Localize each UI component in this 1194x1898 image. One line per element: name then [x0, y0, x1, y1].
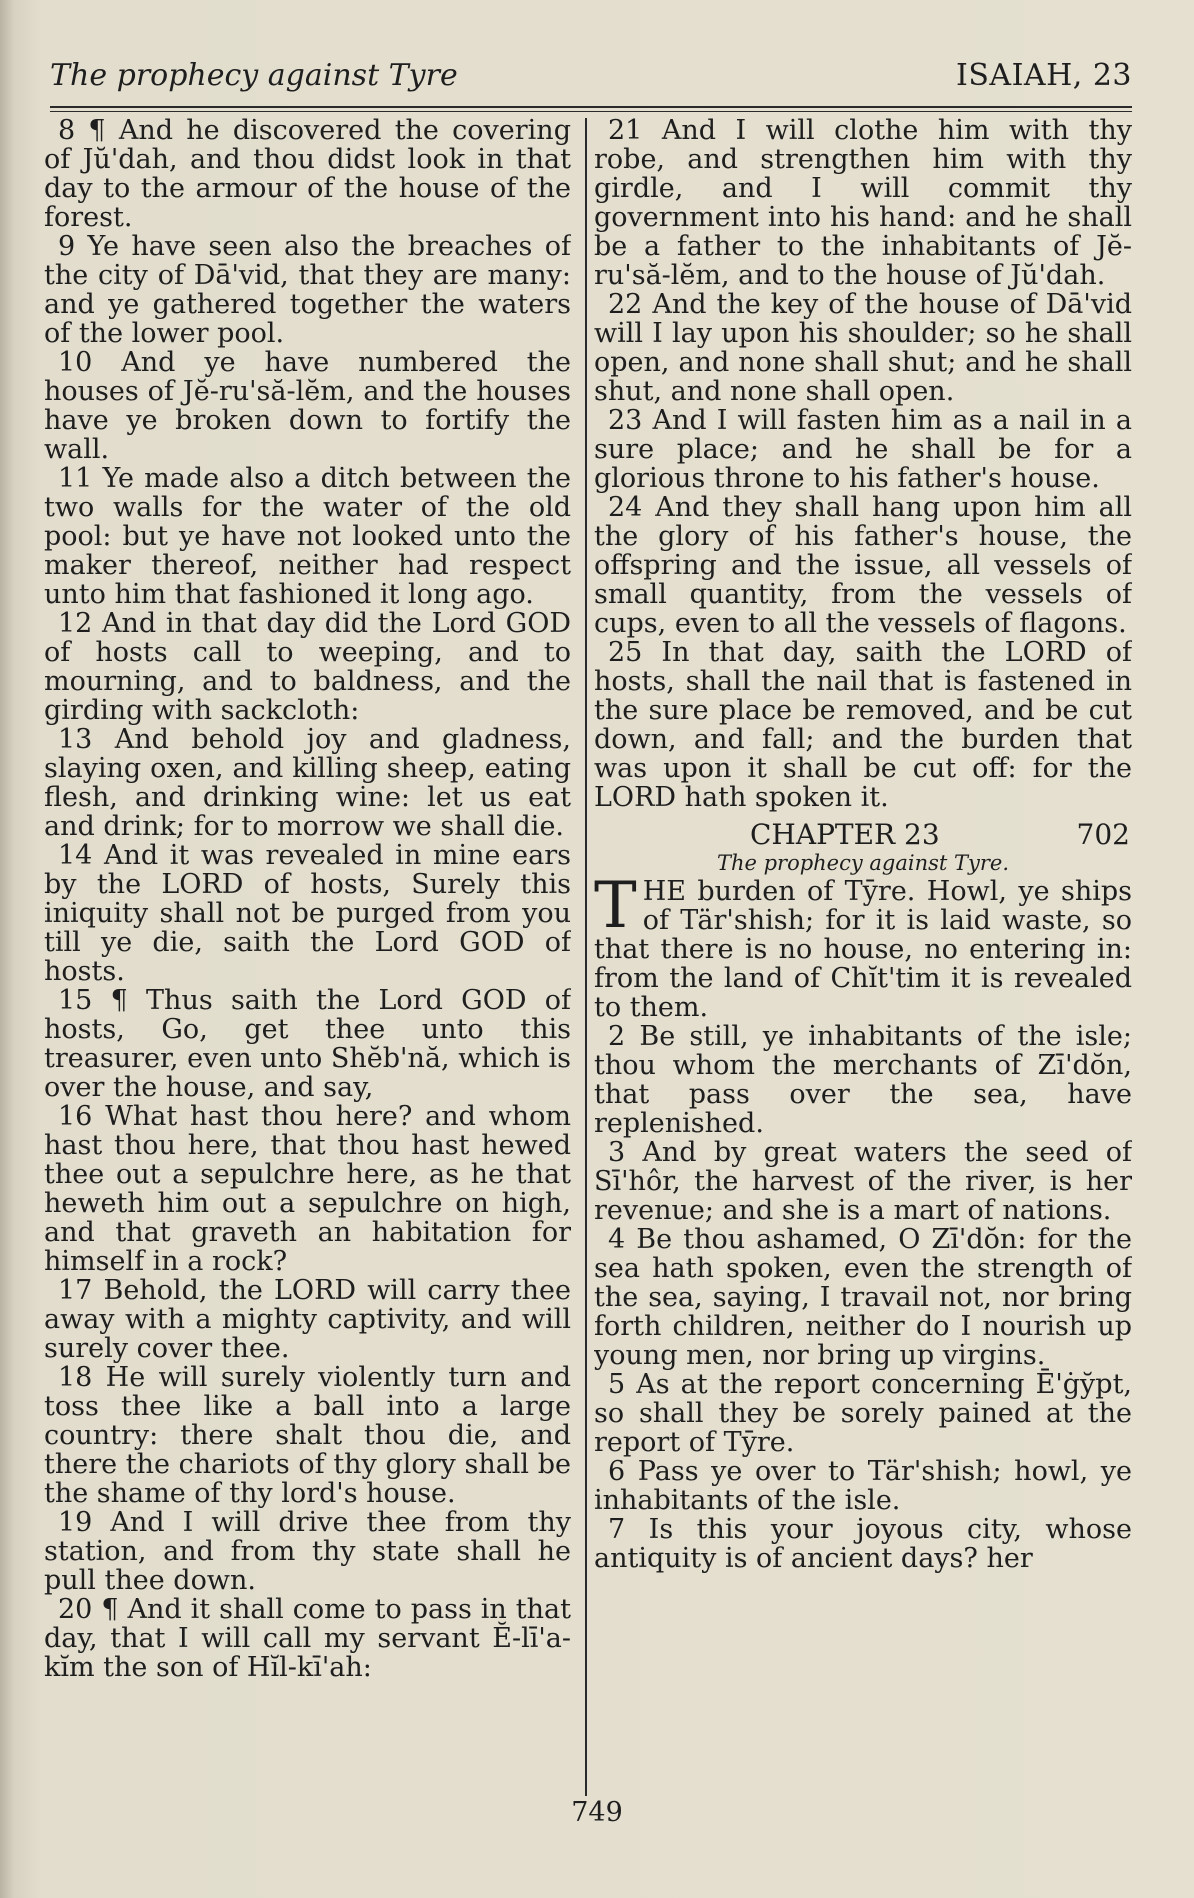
verse: 19 And I will drive thee from thy station, and from thy state shall he pull thee down.: [44, 1507, 571, 1596]
verse: 5 As at the report concerning Ē'ġy̆pt, so shall they be sorely pained at the report of Tȳre.: [594, 1369, 1132, 1458]
verse: 8 ¶ And he discovered the covering of Jŭ'dah, and thou didst look in that day to the armour of the house of the forest.: [44, 116, 571, 233]
running-header: [50, 54, 1132, 104]
header-rule-thin: [50, 111, 1132, 112]
verse: 9 Ye have seen also the breaches of the city of Dā'vid, that they are many: and ye gathered together the waters of the lower pool.: [44, 231, 571, 349]
verse: 17 Behold, the LORD will carry thee away with a mighty captivity, and will surely cover thee.: [44, 1275, 571, 1364]
verse: 25 In that day, saith the LORD of hosts, shall the nail that is fastened in the sure place be removed, and be cut down, and fall; and the burden that was upon it shall be cut off: for the LORD hath spoken it.: [594, 637, 1132, 813]
verse: 21 And I will clothe him with thy robe, and strengthen him with thy girdle, and I will commit thy government into his hand: and he shall be a father to the inhabitants of Jĕ-ru'să-lĕm, and to the house of Jŭ'dah.: [594, 116, 1132, 291]
verse: 3 And by great waters the seed of Sī'hôr, the harvest of the river, is her revenue; and she is a mart of nations.: [594, 1137, 1132, 1226]
verse: 16 What hast thou here? and whom hast thou here, that thou hast hewed thee out a sepulchre here, as he that heweth him out a sepulchre on high, and that graveth an habitation for himself in a rock?: [44, 1101, 571, 1277]
header-rule: [50, 106, 1132, 108]
drop-cap: T: [594, 869, 637, 943]
column-divider: [585, 118, 587, 1796]
verse: 10 And ye have numbered the houses of Jĕ-ru'să-lĕm, and the houses have ye broken down to fortify the wall.: [44, 347, 571, 465]
verse: 11 Ye made also a ditch between the two walls for the water of the old pool: but ye have not looked unto the maker thereof, neither had respect unto him that fashioned it long ago.: [44, 463, 571, 610]
chapter-number: 702: [1076, 818, 1130, 851]
verse: 6 Pass ye over to Tär'shish; howl, ye inhabitants of the isle.: [594, 1456, 1132, 1516]
right-column: [594, 116, 1132, 1796]
verse: 15 ¶ Thus saith the Lord GOD of hosts, Go, get thee unto this treasurer, even unto Shĕb'nă, which is over the house, and say,: [44, 985, 571, 1103]
verse: 22 And the key of the house of Dā'vid will I lay upon his shoulder; so he shall open, and none shall shut; and he shall shut, and none shall open.: [594, 289, 1132, 407]
page-number: 749: [571, 1797, 623, 1828]
chapter-summary: The prophecy against Tyre.: [716, 851, 1010, 875]
verse: 20 ¶ And it shall come to pass in that day, that I will call my servant Ĕ-lī'a-kĭm the son of Hĭl-kī'ah:: [44, 1594, 571, 1683]
running-title: The prophecy against Tyre: [50, 58, 458, 93]
verse: 13 And behold joy and gladness, slaying oxen, and killing sheep, eating flesh, and drinking wine: let us eat and drink; for to morrow we shall die.: [44, 724, 571, 842]
verse: 24 And they shall hang upon him all the glory of his father's house, the offspring and the issue, all vessels of small quantity, from the vessels of cups, even to all the vessels of flagons.: [594, 492, 1132, 639]
first-verse-text: HE burden of Tȳre. Howl, ye ships of Tär'shish; for it is laid waste, so that there is no house, no entering in: from the land of Chĭt'tim it is revealed to them.: [594, 876, 1132, 1023]
left-column: [44, 116, 571, 1796]
verse: 7 Is this your joyous city, whose antiquity is of ancient days? her: [594, 1514, 1132, 1574]
verse: 12 And in that day did the Lord GOD of hosts call to weeping, and to mourning, and to baldness, and the girding with sackcloth:: [44, 608, 571, 726]
book-chapter-title: ISAIAH, 23: [956, 58, 1132, 93]
verse: 2 Be still, ye inhabitants of the isle; thou whom the merchants of Zī'dŏn, that pass over the sea, have replenished.: [594, 1021, 1132, 1139]
first-verse: [594, 869, 1132, 1023]
chapter-title: CHAPTER 23: [750, 818, 940, 851]
verse: 23 And I will fasten him as a nail in a sure place; and he shall be for a glorious throne to his father's house.: [594, 405, 1132, 494]
verse: 4 Be thou ashamed, O Zī'dŏn: for the sea hath spoken, even the strength of the sea, saying, I travail not, nor bring forth children, neither do I nourish up young men, nor bring up virgins.: [594, 1224, 1132, 1371]
verse: 14 And it was revealed in mine ears by the LORD of hosts, Surely this iniquity shall not be purged from you till ye die, saith the Lord GOD of hosts.: [44, 840, 571, 987]
verse: 18 He will surely violently turn and toss thee like a ball into a large country: there shalt thou die, and there the chariots of thy glory shall be the shame of thy lord's house.: [44, 1362, 571, 1509]
chapter-heading: [594, 820, 1132, 849]
